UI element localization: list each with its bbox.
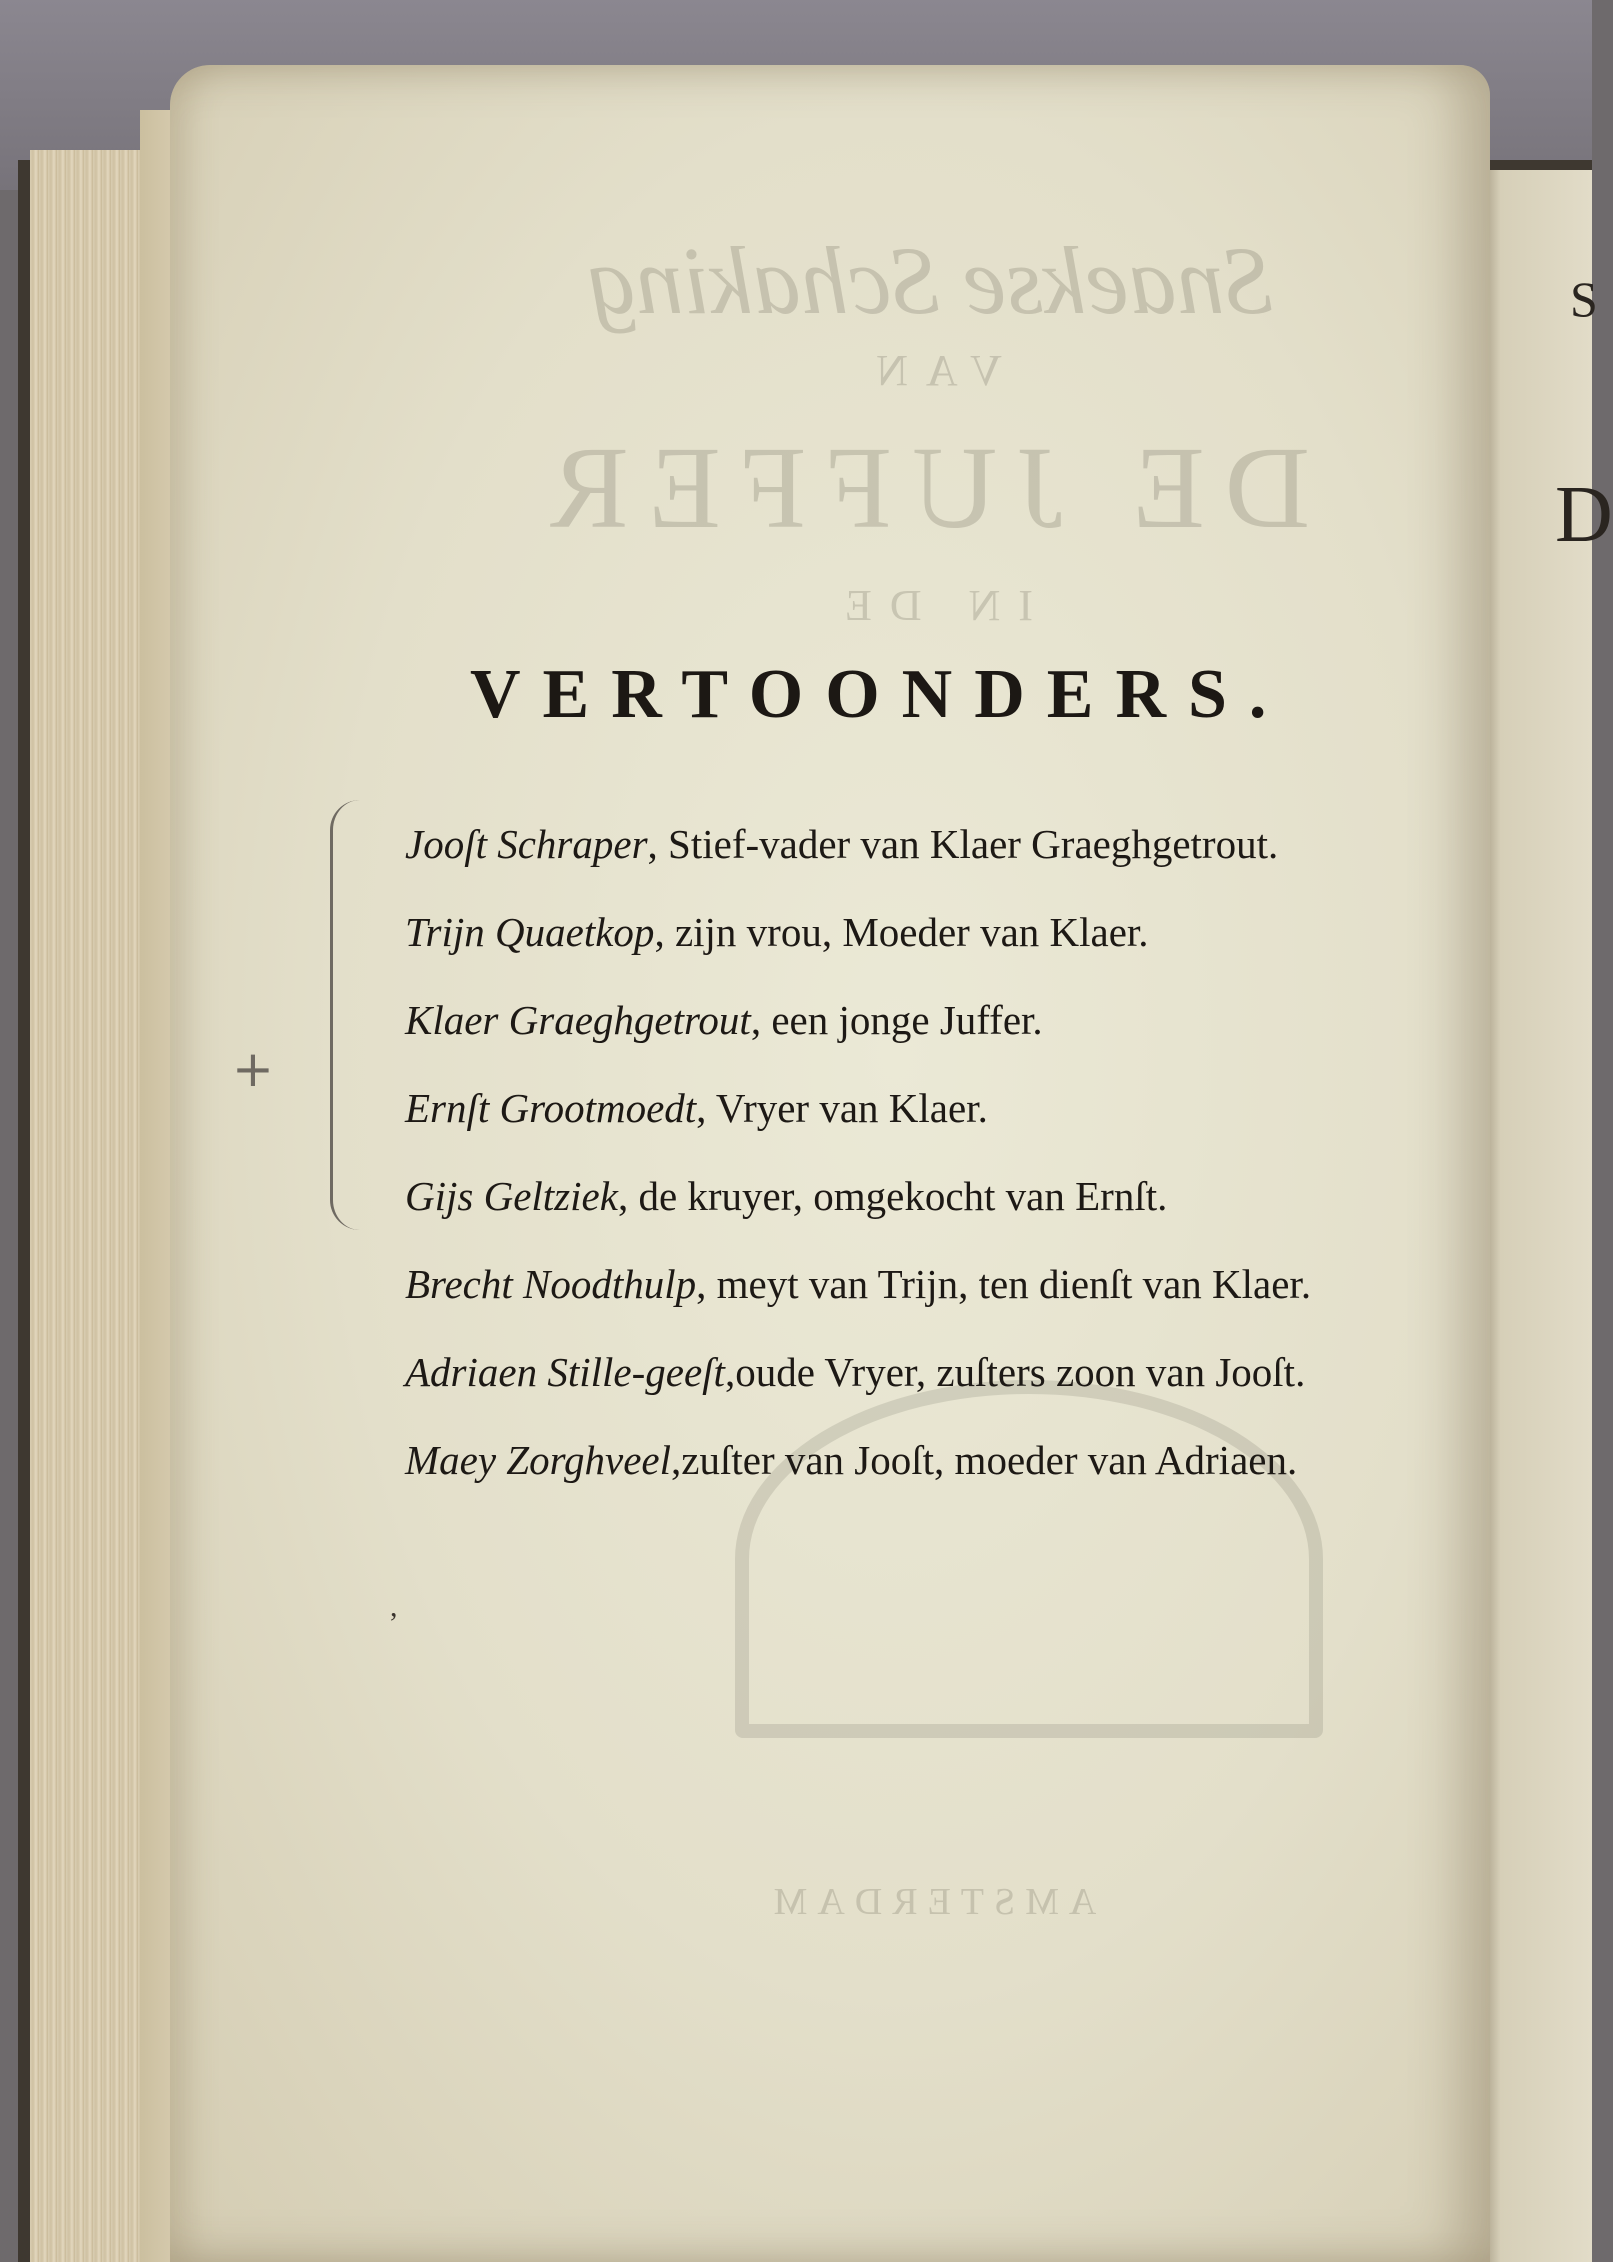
character-description: , Vryer van Klaer. bbox=[696, 1085, 988, 1131]
show-through-imprint: AMSTERDAM bbox=[763, 1881, 1097, 1923]
margin-bracket bbox=[330, 800, 361, 1230]
cast-entry bbox=[405, 1416, 1485, 1504]
page-heading: VERTOONDERS. bbox=[470, 656, 1289, 733]
cast-entry bbox=[405, 1240, 1485, 1328]
cast-entry bbox=[405, 1152, 1485, 1240]
cast-entry bbox=[405, 800, 1485, 888]
character-description: ,oude Vryer, zuſters zoon van Jooſt. bbox=[724, 1349, 1306, 1395]
character-name: Klaer Graeghgetrout bbox=[405, 997, 751, 1043]
cast-entry bbox=[405, 1064, 1485, 1152]
character-description: , meyt van Trijn, ten dienſt van Klaer. bbox=[696, 1261, 1312, 1307]
character-name: Brecht Noodthulp bbox=[405, 1261, 697, 1307]
cast-entry bbox=[405, 1328, 1485, 1416]
cast-list bbox=[405, 800, 1485, 1504]
margin-plus-mark: + bbox=[232, 1040, 274, 1098]
show-through-juffer: DE JUFFER bbox=[530, 422, 1310, 553]
character-description: , de kruyer, omgekocht van Ernſt. bbox=[617, 1173, 1168, 1219]
character-name: Maey Zorghveel bbox=[405, 1437, 672, 1483]
cast-entry bbox=[405, 976, 1485, 1064]
facing-page-glyph: S bbox=[1570, 271, 1598, 327]
show-through-van: VAN bbox=[858, 346, 1002, 395]
character-description: , een jonge Juffer. bbox=[750, 997, 1043, 1043]
facing-page-glyph: D bbox=[1555, 471, 1613, 559]
character-name: Trijn Quaetkop bbox=[405, 909, 655, 955]
character-name: Gijs Geltziek bbox=[405, 1173, 618, 1219]
character-name: Ernſt Grootmoedt bbox=[405, 1085, 697, 1131]
character-name: Adriaen Stille-geeſt bbox=[405, 1349, 725, 1395]
character-description: ,zuſter van Jooſt, moeder van Adriaen. bbox=[671, 1437, 1298, 1483]
margin-tick-mark: , bbox=[390, 1590, 398, 1623]
show-through-title: Snaekse Schaking bbox=[587, 227, 1273, 334]
character-name: Jooſt Schraper bbox=[405, 821, 648, 867]
character-description: , zijn vrou, Moeder van Klaer. bbox=[654, 909, 1149, 955]
character-description: , Stief-vader van Klaer Graeghgetrout. bbox=[647, 821, 1279, 867]
show-through-inde: IN DE bbox=[826, 581, 1034, 630]
cast-entry bbox=[405, 888, 1485, 976]
